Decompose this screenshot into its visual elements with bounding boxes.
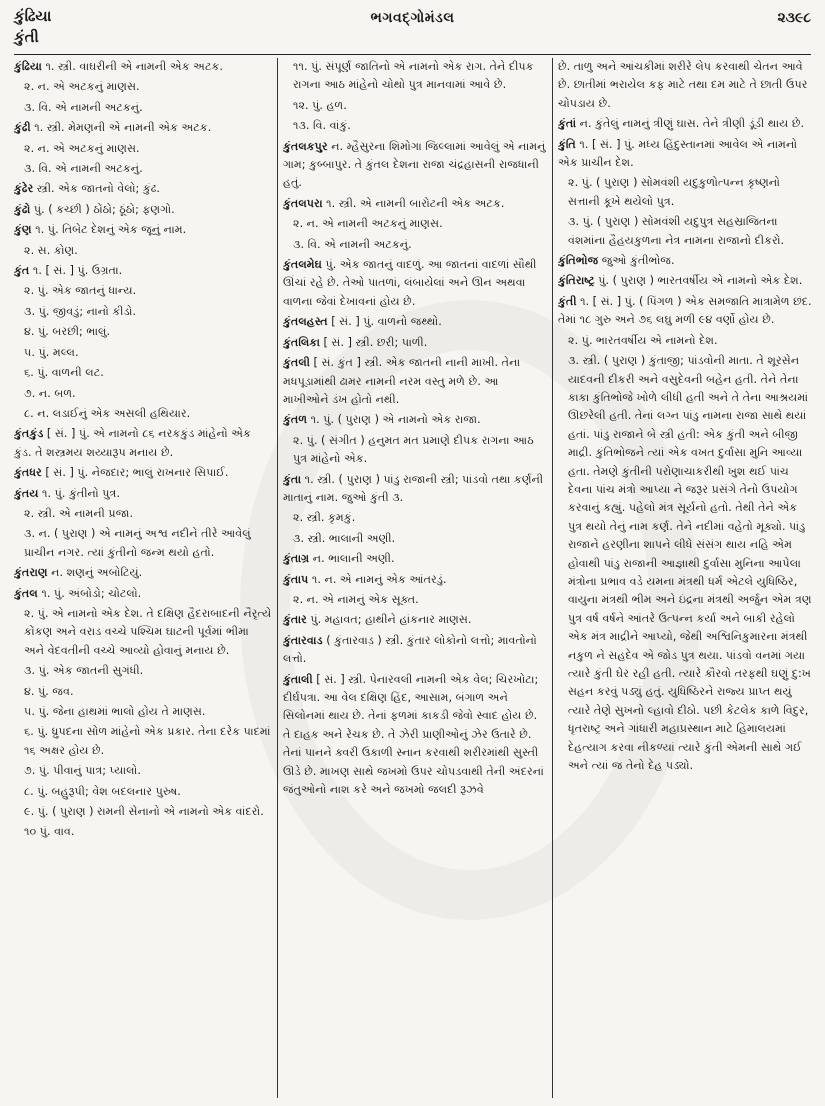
dictionary-entry	[283, 138, 546, 193]
entry-definition: ૧. પું. અંબોડો; ચોટલો.	[37, 586, 142, 600]
dictionary-entry	[558, 332, 814, 350]
entry-headword: કુંતલિકા	[283, 335, 320, 349]
entry-definition: ૨. પું. એ નામનો એક દેશ. તે દક્ષિણ હૈદરાબાદની નૈરૃત્યે કોંકણ અને વરાડ વચ્ચે પશ્ચિમ ઘાટની પૂર્વમાં ભીમા અને વેદવતીની વચ્ચે આવ્યો હોવાનું મનાય છે.	[24, 606, 272, 657]
dictionary-entry	[283, 313, 546, 331]
entry-definition: ન. ભાલાની અણી.	[309, 552, 395, 566]
page-header	[14, 4, 811, 56]
dictionary-entry	[558, 293, 814, 330]
entry-definition: ૨. સ્ત્રી. એ નામની પ્રજા.	[24, 506, 134, 520]
entry-definition: ૭. પું. પીવાનું પાત્ર; પ્યાલો.	[24, 764, 141, 778]
dictionary-entry	[14, 221, 272, 239]
dictionary-entry	[283, 117, 546, 135]
entry-headword: કુંણ	[14, 223, 32, 237]
dictionary-entry	[558, 352, 814, 775]
dictionary-entry	[283, 334, 546, 352]
entry-definition: ૨. ન. એ અટકનું માણસ.	[24, 80, 140, 94]
entry-definition: ૨. પું. ( પુરાણ ) સોમવંશી યદુકુળોત્પન્ન કૃષ્ણનો સત્તાની કૂખે થયેલો પુત્ર.	[568, 176, 780, 208]
dictionary-entry	[14, 323, 272, 341]
entry-definition: પું. ( કચ્છી ) ઠોંઠો; ઠૂંઠો; ફણગો.	[30, 202, 175, 216]
entry-headword: કુંતિરાષ્ટ્ર	[558, 274, 595, 288]
dictionary-entry	[558, 213, 814, 250]
entry-definition: ૩. ન. ( પુરાણ ) એ નામનું અશ્વ નદીને તીરે આવેલું પ્રાચીન નગર. ત્યાં કુંતીનો જન્મ થયો હતો.	[24, 527, 251, 559]
entry-definition: ૯. પું. ( પુરાણ ) રામની સેનાનો એ નામનો એક વાંદરો.	[24, 805, 264, 819]
entry-definition: ૧૧. પું. સંપૂર્ણ જાતિનો એ નામનો એક રાગ. તેને દીપક રાગના આઠ માંહેનો ચોથો પુત્ર માનવામાં આવે છે.	[293, 60, 534, 92]
entry-definition: ૬. પું. ધ્રુપદના સોળ માંહેનો એક પ્રકાર. તેના દરેક પાદમાં ૧૬ અક્ષર હોય છે.	[24, 725, 271, 757]
column-2	[283, 58, 546, 1098]
entry-definition: ૮. ન. લડાઈનું એક અસલી હથિયાર.	[24, 406, 191, 420]
entry-definition: ન. શણનું અબોટિયું.	[47, 566, 143, 580]
dictionary-entry	[14, 99, 272, 117]
dictionary-entry	[283, 97, 546, 115]
entry-definition: ૨. સ. કોણ.	[24, 243, 78, 257]
entry-headword: કુંતારવાડ	[283, 633, 323, 647]
entry-definition: ૩. વિ. એ નામની અટકનું.	[293, 237, 412, 251]
entry-definition: ૧૨. પું. હળ.	[293, 98, 347, 112]
entry-headword: કુંતય	[14, 486, 39, 500]
dictionary-entry	[14, 364, 272, 382]
entry-headword: કુંતલપરા	[283, 196, 323, 210]
entry-definition: [ સં. ] પું. એ નામનો ૮૬ નરકકુંડ માંહેનો એક કુંડ. તે શસ્ત્રમય શય્યારૂપ મનાય છે.	[14, 427, 251, 459]
entry-definition: ૩. પું. એક જાતની સુગંધી.	[24, 664, 144, 678]
entry-definition: ૧. સ્ત્રી. ( પુરાણ ) પાંડુ રાજાની સ્ત્રી; પાંડવો તથા કર્ણની માતાનું નામ. જુઓ કુંતી ૩.	[283, 472, 544, 504]
column-3	[558, 58, 814, 1098]
dictionary-entry	[14, 303, 272, 321]
page-title: ભગવદ્ગોમંડલ	[370, 10, 455, 26]
entry-headword: કુંતિભોજ	[558, 254, 599, 268]
entry-definition: ૩. સ્ત્રી. ( પુરાણ ) કુંતાજી; પાંડવોની માતા. તે શૂરસેન યાદવની દીકરી અને વસુદેવની બહેન હતી. તેને તેના કાકા કુંતિભોજે ખોળે લીધી હતી અને તે તેના આશ્રયમાં ઊછરેલી હતી. તેનાં લગ્ન પાંડુ નામના રાજા સાથે થયાં હતાં. પાંડુ રાજાને બે સ્ત્રી હતી: એક કુંતી અને બીજી માદ્રી. કુંતિભોજને ત્યાં એક વખત દુર્વાસા મુનિ આવ્યા હતા. તેમણે કુંતીની પરોણાચાકરીથી ખુશ થઈ પાંચ દેવના પાંચ મંત્રો આપ્યા ને જરૂર પ્રસંગે તેનો ઉપયોગ કરવાનું કહ્યું. પહેલો મંત્ર સૂર્યનો હતો. તેથી તેને એક પુત્ર થયો તેનું નામ કર્ણ. તેને નદીમાં વહેતો મૂક્યો. પાંડુ રાજાને હરણીના શાપને લીધે સંસંગ થાય નહિ એમ હોવાથી પાંડુ રાજાની આજ્ઞાથી દુર્વાસા મુનિના આપેલા મંત્રોના પ્રભાવ વડે યમના મંત્રથી ધર્મ એટલે યુધિષ્ઠિર, વાયુના મંત્રથી ભીમ અને ઇંદ્રના મંત્રથી અર્જુન એમ ત્રણ પુત્ર વર્ષ વર્ષને આંતરે ઉત્પન્ન કર્યા અને બાકી રહેલો એક મંત્ર માદ્રીને આપ્યો, જેથી અશ્વિનિકુમારના મંત્રથી નકુળ ને સહદેવ એ જોડ પુત્ર થયા. પાંડવો વનમાં ગયા ત્યારે કુંતી ઘેર રહી હતી. ત્યારે કૌરવો તરફથી ઘણું દુ:ખ સહન કરવું પડ્યું હતું. યુધિષ્ઠિરને રાજ્ય પ્રાપ્ત થયું ત્યારે તેણે સુખનો લ્હાવો દીઠો. પછી કેટલેક કાળે વિદુર, ધૃતરાષ્ટ્ર અને ગાંધારી મહાપ્રસ્થાન માટે હિમાલયમાં દેહત્યાગ કરવા નીકળ્યાં ત્યારે કુંતી એમની સાથે ગઈ અને ત્યાં જ તેનો દેહ પડ્યો.	[568, 354, 812, 773]
entry-definition: ૨. ન. એ નામની અટકનું માણસ.	[293, 217, 443, 231]
entry-definition: પું. ( પુરાણ ) ભારતવર્ષીય એ નામનો એક દેશ.	[594, 274, 803, 288]
entry-definition: ૧૩. વિ. વાંકું.	[293, 119, 351, 133]
dictionary-entry	[283, 58, 546, 95]
dictionary-entry	[283, 411, 546, 429]
dictionary-entry	[14, 605, 272, 660]
entry-definition: પું. મહાવત; હાથીને હાંકનાર માણસ.	[306, 613, 472, 627]
dictionary-entry	[283, 632, 546, 669]
dictionary-entry	[14, 78, 272, 96]
dictionary-entry	[14, 405, 272, 423]
entry-definition: ૧. પું. કુંતીનો પુત્ર.	[38, 486, 120, 500]
dictionary-entry	[14, 485, 272, 503]
entry-definition: ૬. પું. વાળની લટ.	[24, 366, 104, 380]
entry-headword: કુંતકુંડ	[14, 427, 44, 441]
dictionary-entry	[558, 252, 814, 270]
dictionary-entry	[14, 585, 272, 603]
entry-headword: કુંતળ	[283, 413, 308, 427]
dictionary-entry	[14, 282, 272, 300]
header-rule	[14, 54, 811, 55]
dictionary-entry	[14, 464, 272, 482]
entry-definition: ૧. [ સં. ] પું. મધ્ય હિંદુસ્તાનમાં આવેલ એ નામનો એક પ્રાચીન દેશ.	[558, 137, 798, 170]
entry-headword: કુંઢેર	[14, 182, 34, 196]
dictionary-entry	[14, 180, 272, 198]
entry-definition: ૧૦ પું. વાવ.	[24, 825, 75, 839]
entry-definition: ૨. પું. ભારતવર્ષીય એ નામનો દેશ.	[568, 333, 718, 347]
dictionary-entry	[14, 662, 272, 680]
entry-headword: કુંતાર	[283, 613, 307, 627]
dictionary-entry	[14, 119, 272, 137]
entry-headword: કુંઢી	[14, 121, 31, 135]
dictionary-entry	[558, 136, 814, 173]
entry-definition: ૧. સ્ત્રી. મેમણની એ નામની એક અટક.	[30, 121, 212, 135]
entry-headword: કુંતલ	[14, 586, 38, 600]
entry-definition: ૩. સ્ત્રી. ભાલાની અણી.	[293, 531, 396, 545]
dictionary-entry	[283, 550, 546, 568]
entry-definition: ૧. સ્ત્રી. વાઘરીની એ નામની એક અટક.	[41, 60, 223, 73]
entry-headword: કુંત	[14, 264, 30, 278]
dictionary-entry	[14, 262, 272, 280]
entry-headword: કુંતધર	[14, 466, 42, 480]
entry-definition: જુઓ કુંતીભોજ.	[598, 254, 675, 268]
dictionary-entry	[14, 242, 272, 260]
entry-headword: કુંતાલી	[283, 672, 313, 686]
entry-definition: પું. એક જાતનું વાદળું. આ જાતનાં વાદળાં સૌથી ઊંચાં રહે છે. તેઓ પાતળાં, લંબાયેલાં અને ઊન અથવા વાળના જેવાં દેખાવનાં હોય છે.	[283, 258, 537, 308]
entry-definition: ( કુંતારવાડ઼ ) સ્ત્રી. કુંતાર લોકોનો લત્તો; માવતોનો લત્તો.	[283, 633, 537, 666]
entry-definition: ૩. પું. જીવડું; નાનો કીડો.	[24, 304, 136, 318]
dictionary-entry	[14, 505, 272, 523]
dictionary-entry	[14, 762, 272, 780]
dictionary-entry	[283, 432, 546, 469]
entry-definition: ન. કુંતેલું નામનું ત્રીણું ઘાસ. તેને ત્રીણી ડૂંડી થાય છે.	[576, 117, 805, 131]
entry-headword: કુંતલમેઘ	[283, 258, 322, 272]
column-divider-1	[277, 58, 278, 1098]
guide-word-first: કુંઢિયા	[14, 7, 52, 25]
entry-headword: કુંઢિયા	[14, 60, 42, 73]
dictionary-entry	[14, 803, 272, 821]
dictionary-entry	[283, 256, 546, 311]
dictionary-entry	[283, 471, 546, 508]
entry-definition: સ્ત્રી. એક જાતનો વેલો; કુંઢ.	[33, 182, 160, 196]
entry-definition: [ સં. ] સ્ત્રી. છરી; પાળી.	[319, 335, 428, 349]
entry-definition: ૨. ન. એ અટકનું માણસ.	[24, 141, 140, 155]
entry-definition: [ સં. કુંત ] સ્ત્રી. એક જાતની નાની માખી. તેના મધપૂડામાંથી ઢામર નામની નરમ વસ્તુ મળે છે. આ માખીઓને ડંખ હોતો નથી.	[283, 356, 521, 406]
dictionary-entry	[283, 571, 546, 589]
dictionary-entry	[14, 160, 272, 178]
entry-headword: કુંતલહસ્ત	[283, 315, 328, 329]
entry-definition: ન. મ્હૈસુરના શિમોગા જિલ્લામાં આવેલું એ નામનું ગામ; કુબ્બાપુર. તે કુંતલ દેશના રાજા ચંદ્રહાસની રાજધાની હતું.	[283, 139, 546, 190]
dictionary-entry	[558, 174, 814, 211]
entry-definition: ૩. વિ. એ નામની અટકનું.	[24, 162, 143, 176]
entry-headword: કુંતલી	[283, 356, 310, 370]
entry-headword: કુંતરાણ	[14, 566, 48, 580]
entry-definition: છે. તાળુ અને આંચકીમાં શરીરે લેપ કરવાથી ચેતન આવે છે. છાતીમાં ભરાયેલ કફ માટે તથા દમ માટે તે છાતી ઉપર ચોપડાય છે.	[558, 60, 808, 110]
dictionary-entry	[558, 58, 814, 113]
dictionary-entry	[14, 525, 272, 562]
dictionary-entry	[14, 783, 272, 801]
entry-definition: ૮. પું. બહુરૂપી; વેશ બદલનાર પુરુષ.	[24, 784, 181, 798]
entry-definition: ૨. ન. એ નામનું એક સૂક્ત.	[293, 592, 419, 606]
dictionary-entry	[14, 201, 272, 219]
dictionary-entry	[283, 509, 546, 527]
entry-definition: [ સં. ] સ્ત્રી. પેનારવલી નામની એક વેલ; ચિરખોટા; દીર્ઘપત્રા. આ વેલ દક્ષિણ હિંદ, આસામ, બંગાળ અને સિલોનમાં થાય છે. તેનાં ફળમાં કાકડી જેવો સ્વાદ હોય છે. તે દાહક અને રેચક છે. તે ઝેરી પ્રાણીઓનું ઝેર ઉતારે છે. તેનાં પાનને ક્વરી ઉકાળી સ્નાન કરવાથી શરીરમાંથી સુસ્તી ઊડે છે. માખણ સાથે જખમો ઉપર ચોપડવાથી તેની અંદરનાં જંતુઓનો નાશ કરે અને જખમો જલદી રૂઝવે	[283, 672, 544, 797]
entry-definition: ૫. પું. જેના હાથમાં ભાલો હોય તે માણસ.	[24, 705, 206, 718]
entry-definition: ૧. ન. એ નામનું એક આંતરડું.	[308, 572, 447, 586]
dictionary-entry	[283, 236, 546, 254]
entry-headword: કુંતિ	[558, 137, 576, 151]
entry-definition: ૧. પું. ( પુરાણ ) એ નામનો એક રાજા.	[307, 413, 481, 427]
entry-definition: ૨. પું. ( સંગીત ) હનુમત મત પ્રમાણે દીપક રાગના આઠ પુત્ર માંહેનો એક.	[293, 433, 534, 466]
entry-definition: ૧. પું. તિબેટ દેશનું એક જૂનું નામ.	[31, 223, 187, 237]
dictionary-entry	[14, 703, 272, 721]
entry-definition: ૧. [ સં. ] પું. ઉગ્રતા.	[29, 264, 123, 278]
entry-headword: કુંતી	[558, 294, 577, 308]
entry-definition: ૩. પું. ( પુરાણ ) સોમવંશી યદુપુત્ર સહસ્રાજિતના વંશમાંના હૈહયકુળના નેત્ર નામના રાજાનો દીકરો.	[568, 215, 785, 247]
entry-definition: [ સં. ] પું. નેજદાર; ભાલું રાખનાર સિપાઈ.	[41, 466, 229, 480]
entry-definition: [ સં. ] પું. વાળનો જથ્થો.	[327, 315, 442, 329]
dictionary-entry	[558, 115, 814, 133]
entry-definition: ૧. [ સં. ] પું. ( પિંગળ ) એક સમજાતિ માત્રામેળ છંદ. તેમાં ૧૮ ગુરુ અને ૭૬ લઘુ મળી ૯૪ વર્ણો હોય છે.	[558, 294, 812, 327]
dictionary-entry	[14, 385, 272, 403]
entry-definition: ૨. સ્ત્રી. કૃમકું.	[293, 511, 356, 525]
dictionary-entry	[14, 140, 272, 158]
column-1	[14, 58, 272, 1098]
entry-definition: ૭. ન. બળ.	[24, 386, 76, 400]
dictionary-entry	[14, 823, 272, 841]
dictionary-entry	[283, 591, 546, 609]
entry-definition: ૪. પું. બરછી; ભાલું.	[24, 325, 111, 339]
entry-definition: ૧. સ્ત્રી. એ નામની બારોટની એક અટક.	[322, 196, 505, 210]
entry-headword: કુંતાપ	[283, 572, 309, 586]
dictionary-entry	[14, 344, 272, 362]
dictionary-entry	[14, 723, 272, 760]
dictionary-entry	[283, 611, 546, 629]
entry-definition: ૩. વિ. એ નામની અટકનું.	[24, 100, 143, 114]
dictionary-entry	[14, 564, 272, 582]
entry-headword: કુંઢો	[14, 202, 31, 216]
dictionary-entry	[283, 215, 546, 233]
dictionary-entry	[283, 671, 546, 800]
guide-word-last: કુંતી	[14, 28, 39, 46]
dictionary-entry	[283, 530, 546, 548]
dictionary-entry	[283, 195, 546, 213]
entry-headword: કુંતાગ્ર	[283, 552, 310, 566]
entry-headword: કુંતા	[283, 472, 302, 486]
entry-headword: કુંતલકપુર	[283, 139, 328, 153]
dictionary-entry	[14, 58, 272, 76]
dictionary-entry	[14, 683, 272, 701]
dictionary-entry	[558, 272, 814, 290]
dictionary-entry	[283, 354, 546, 409]
page-number: ૨૩૯૮	[777, 10, 811, 26]
entry-headword: કુંતાં	[558, 117, 577, 131]
entry-definition: ૫. પું. મલ્લ.	[24, 345, 79, 359]
dictionary-entry	[14, 425, 272, 462]
column-divider-2	[552, 58, 553, 1098]
entry-definition: ૪. પું. જવ.	[24, 684, 74, 698]
entry-definition: ૨. પું. એક જાતનું ધાન્ય.	[24, 284, 137, 298]
